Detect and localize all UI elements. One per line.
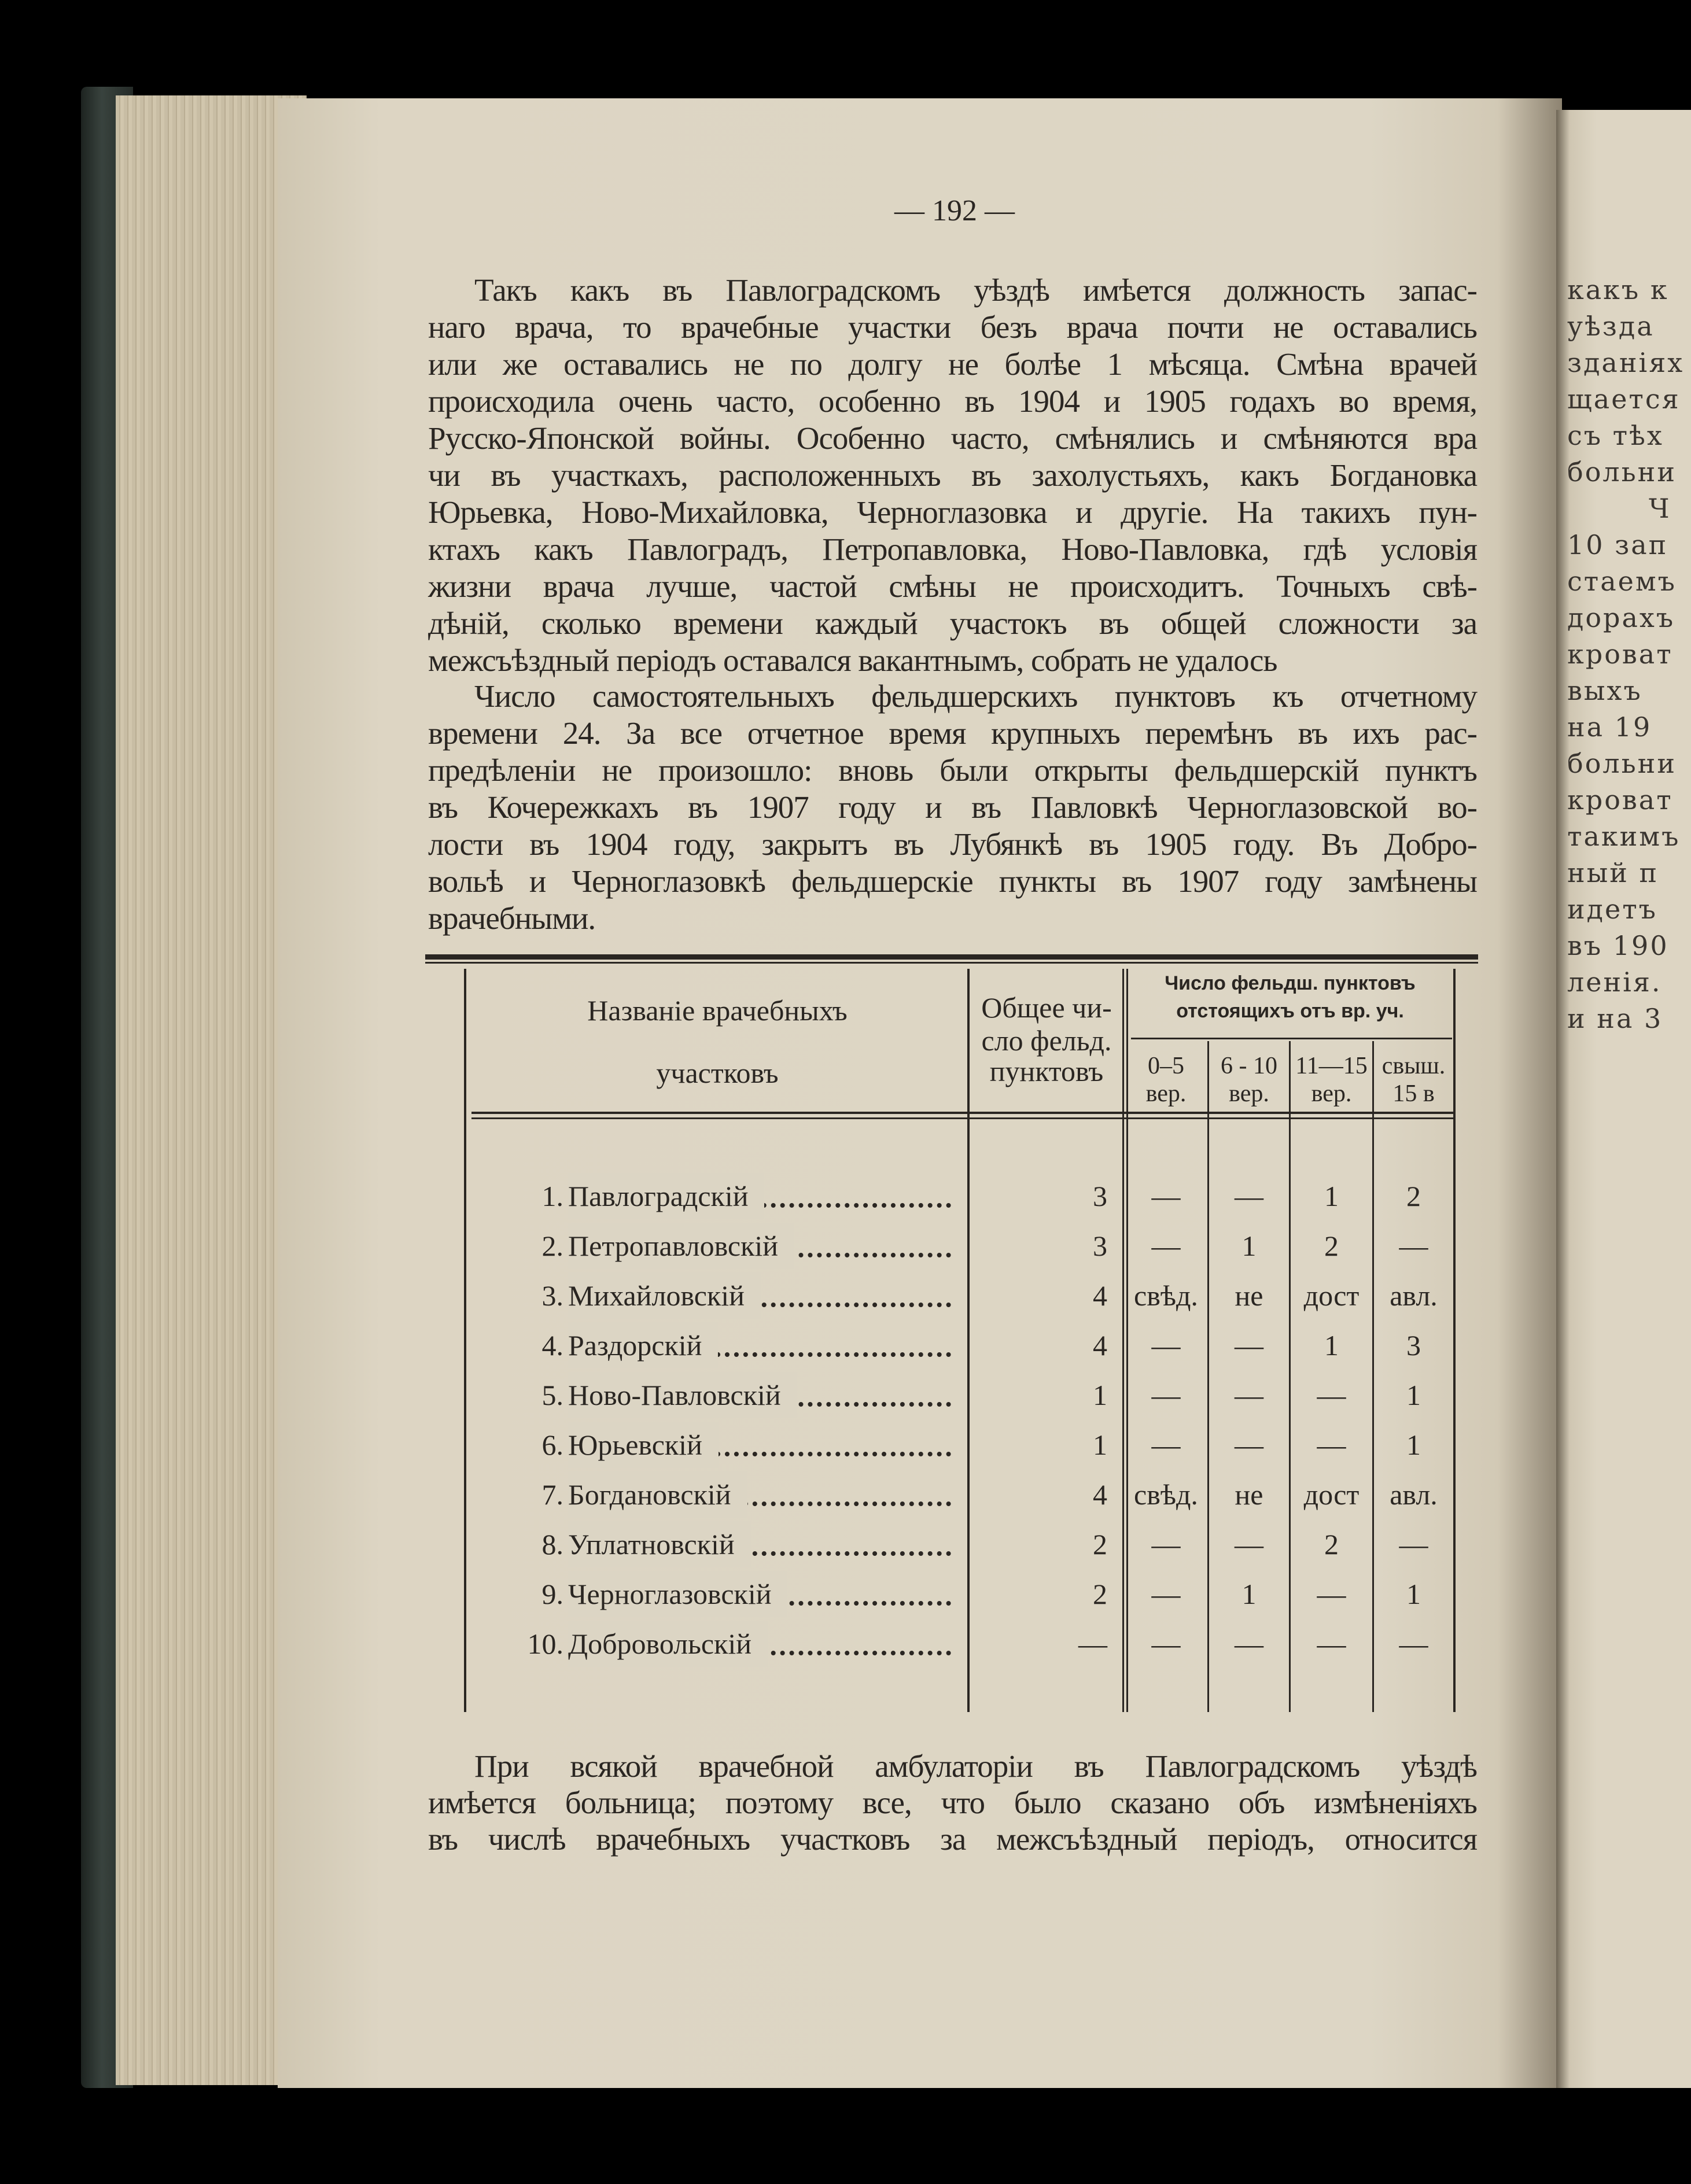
text-line: дорахъ: [1567, 602, 1675, 633]
table-top-rule-thin: [425, 962, 1478, 964]
distance-count: —: [1151, 1379, 1181, 1411]
total-points: 1: [1093, 1429, 1107, 1461]
table-row: [464, 1322, 1454, 1368]
subheader-line2: вер.: [1229, 1080, 1269, 1107]
text-line: ктахъ какъ Павлоградъ, Петропавловка, Ново-Павловка, гдѣ условія: [428, 532, 1477, 567]
text-line: кроват: [1567, 639, 1673, 670]
text-line: больни: [1567, 748, 1677, 779]
distance-count: —: [1151, 1329, 1181, 1362]
text-line: вольѣ и Черноглазовкѣ фельдшерскіе пункты въ 1907 году замѣнены: [428, 864, 1477, 899]
subheader-line2: вер.: [1311, 1080, 1352, 1107]
text-line: происходила очень часто, особенно въ 1904 и 1905 годахъ во время,: [428, 383, 1477, 419]
text-line: При всякой врачебной амбулаторіи въ Павлоградскомъ уѣздѣ: [474, 1748, 1477, 1784]
district-name: Павлоградскій: [568, 1173, 764, 1219]
text-line: зданіях: [1567, 347, 1685, 378]
text-line: такимъ: [1567, 821, 1681, 852]
text-line: въ 190: [1567, 930, 1669, 961]
text-line: наго врача, то врачебные участки безъ врача почти не оставались: [428, 309, 1477, 345]
distance-count: —: [1235, 1628, 1263, 1660]
district-name: Юрьевскій: [568, 1422, 719, 1468]
text-line: съ тѣх: [1567, 420, 1664, 451]
district-name: Уплатновскій: [568, 1521, 751, 1567]
header-total-line1: Общее чи-: [981, 991, 1112, 1024]
header-group-line1: Число фельдш. пунктовъ: [1165, 972, 1416, 994]
distance-count: 1: [1241, 1230, 1257, 1262]
header-name-line1: Названіе врачебныхъ: [587, 994, 848, 1027]
text-line: дѣній, сколько времени каждый участокъ въ общей сложности за: [428, 606, 1477, 641]
distance-count: —: [1235, 1429, 1263, 1461]
distance-count: —: [1399, 1628, 1428, 1660]
text-line: врачебными.: [428, 901, 596, 936]
subheader-line2: вер.: [1145, 1080, 1187, 1107]
header-group-line2: отстоящихъ отъ вр. уч.: [1176, 1000, 1404, 1022]
distance-count: 1: [1324, 1180, 1339, 1212]
distance-count: —: [1317, 1379, 1346, 1411]
text-line: выхъ: [1567, 675, 1642, 706]
total-points: 4: [1093, 1279, 1107, 1312]
table-row: [464, 1571, 1454, 1617]
text-line: въ числѣ врачебныхъ участковъ за межсъѣздный періодъ, относится: [428, 1821, 1477, 1857]
row-number: 7.: [541, 1478, 563, 1511]
total-points: 2: [1093, 1578, 1107, 1610]
subheader-line1: 6 - 10: [1221, 1053, 1277, 1079]
row-number: 6.: [541, 1429, 563, 1461]
text-line: 10 зап: [1567, 529, 1668, 560]
total-points: 4: [1093, 1329, 1107, 1362]
distance-count: 1: [1406, 1379, 1421, 1411]
row-number: 8.: [541, 1528, 563, 1560]
subheader-line1: 0–5: [1148, 1053, 1184, 1079]
district-name: Ново-Павловскій: [568, 1372, 797, 1418]
subheader-line1: свыш.: [1381, 1053, 1446, 1079]
text-line: уѣзда: [1567, 311, 1655, 342]
table-row: [464, 1173, 1454, 1219]
text-line: больни: [1567, 456, 1677, 488]
row-number: 2.: [541, 1230, 563, 1262]
text-line: Русско-Японской войны. Особенно часто, смѣнялись и смѣняются вра: [428, 420, 1477, 456]
text-line: предѣленіи не произошло: вновь были открыты фельдшерскій пунктъ: [428, 752, 1477, 788]
text-line: стаемъ: [1567, 566, 1677, 597]
text-line: лости въ 1904 году, закрытъ въ Лубянкѣ въ 1905 году. Въ Добро-: [428, 827, 1477, 862]
distance-count: —: [1317, 1628, 1346, 1660]
distance-count: авл.: [1390, 1478, 1438, 1511]
text-line: времени 24. За все отчетное время крупныхъ перемѣнъ въ ихъ рас-: [428, 715, 1477, 751]
distance-count: авл.: [1390, 1279, 1438, 1312]
row-number: 5.: [541, 1379, 563, 1411]
distance-count: 2: [1324, 1230, 1339, 1262]
distance-count: —: [1151, 1628, 1181, 1660]
distance-count: —: [1151, 1230, 1181, 1262]
total-points: 4: [1093, 1478, 1107, 1511]
distance-count: —: [1235, 1379, 1263, 1411]
distance-count: —: [1235, 1180, 1263, 1212]
table-row: [464, 1471, 1454, 1518]
text-line: какъ к: [1567, 274, 1669, 305]
text-line: Такъ какъ въ Павлоградскомъ уѣздѣ имѣется должность запас-: [474, 272, 1477, 308]
text-line: въ Кочережкахъ въ 1907 году и въ Павловкѣ Черноглазовской во-: [428, 790, 1477, 825]
text-line: или же оставались не по долгу не болѣе 1 мѣсяца. Смѣна врачей: [428, 346, 1477, 382]
header-total-line3: пунктовъ: [989, 1055, 1104, 1087]
distance-count: —: [1151, 1180, 1181, 1212]
text-line: ный п: [1567, 857, 1659, 888]
text-line: кроват: [1567, 784, 1673, 816]
distance-count: 3: [1406, 1329, 1421, 1362]
district-name: Раздорскій: [568, 1322, 718, 1368]
distance-count: —: [1151, 1429, 1181, 1461]
distance-count: 1: [1241, 1578, 1257, 1610]
row-number: 9.: [541, 1578, 563, 1610]
text-line: чи въ участкахъ, расположенныхъ въ захолустьяхъ, какъ Богдановка: [428, 458, 1477, 493]
row-number: 3.: [541, 1279, 563, 1312]
text-line: и на 3: [1567, 1003, 1663, 1034]
total-points: 1: [1093, 1379, 1107, 1411]
distance-count: 1: [1406, 1429, 1421, 1461]
district-name: Богдановскій: [568, 1471, 747, 1518]
table-row: [464, 1521, 1454, 1567]
row-number: 10.: [527, 1628, 563, 1660]
distance-count: —: [1399, 1230, 1428, 1262]
text-line: Юрьевка, Ново-Михайловка, Черноглазовка и другіе. На такихъ пун-: [428, 495, 1477, 530]
distance-count: —: [1399, 1528, 1428, 1560]
distance-count: 2: [1324, 1528, 1339, 1560]
subheader-line1: 11—15: [1295, 1053, 1368, 1079]
header-bottom-rule: [471, 1112, 1455, 1114]
table-row: [464, 1621, 1454, 1667]
distance-count: —: [1235, 1329, 1263, 1362]
text-line: ленія.: [1567, 966, 1662, 998]
text-line: межсъѣздный періодъ оставался вакантнымъ, собрать не удалось: [428, 643, 1277, 678]
table-row: [464, 1372, 1454, 1418]
distance-count: не: [1235, 1478, 1263, 1511]
table-row: [464, 1223, 1454, 1269]
distance-count: —: [1151, 1528, 1181, 1560]
total-points: —: [1078, 1628, 1107, 1660]
district-name: Петропавловскій: [568, 1223, 794, 1269]
distance-count: —: [1317, 1578, 1346, 1610]
distance-count: 2: [1406, 1180, 1421, 1212]
text-line: жизни врача лучше, частой смѣны не происходитъ. Точныхъ свѣ-: [428, 569, 1477, 604]
distance-count: дост: [1303, 1279, 1360, 1312]
text-line: Число самостоятельныхъ фельдшерскихъ пунктовъ къ отчетному: [474, 678, 1477, 714]
text-line: щается: [1567, 383, 1681, 415]
row-number: 1.: [541, 1180, 563, 1212]
distance-count: 1: [1406, 1578, 1421, 1610]
distance-count: —: [1235, 1528, 1263, 1560]
text-line: Ч: [1649, 493, 1671, 524]
subheader-line2: 15 в: [1392, 1080, 1435, 1107]
row-number: 4.: [541, 1329, 563, 1362]
table-row: [464, 1422, 1454, 1468]
table-top-rule: [425, 954, 1478, 960]
text-line: на 19: [1567, 711, 1652, 743]
text-line: имѣется больница; поэтому все, что было сказано объ измѣненіяхъ: [428, 1785, 1477, 1820]
total-points: 3: [1093, 1230, 1107, 1262]
group-header-rule: [1131, 1038, 1452, 1039]
header-total-line2: сло фельд.: [981, 1024, 1112, 1057]
distance-count: свѣд.: [1134, 1279, 1198, 1312]
distance-count: 1: [1324, 1329, 1339, 1362]
distance-count: свѣд.: [1134, 1478, 1198, 1511]
distance-count: —: [1151, 1578, 1181, 1610]
page-number: — 192 —: [894, 194, 1015, 227]
total-points: 2: [1093, 1528, 1107, 1560]
total-points: 3: [1093, 1180, 1107, 1212]
text-line: идетъ: [1567, 894, 1657, 925]
district-name: Добровольскій: [568, 1621, 768, 1667]
distance-count: дост: [1303, 1478, 1360, 1511]
district-name: Михайловскій: [568, 1272, 761, 1319]
distance-count: —: [1317, 1429, 1346, 1461]
distance-count: не: [1235, 1279, 1263, 1312]
header-name-line2: участковъ: [656, 1057, 779, 1089]
district-name: Черноглазовскій: [568, 1571, 787, 1617]
header-bottom-rule-thin: [471, 1117, 1455, 1119]
table-row: [464, 1272, 1454, 1319]
